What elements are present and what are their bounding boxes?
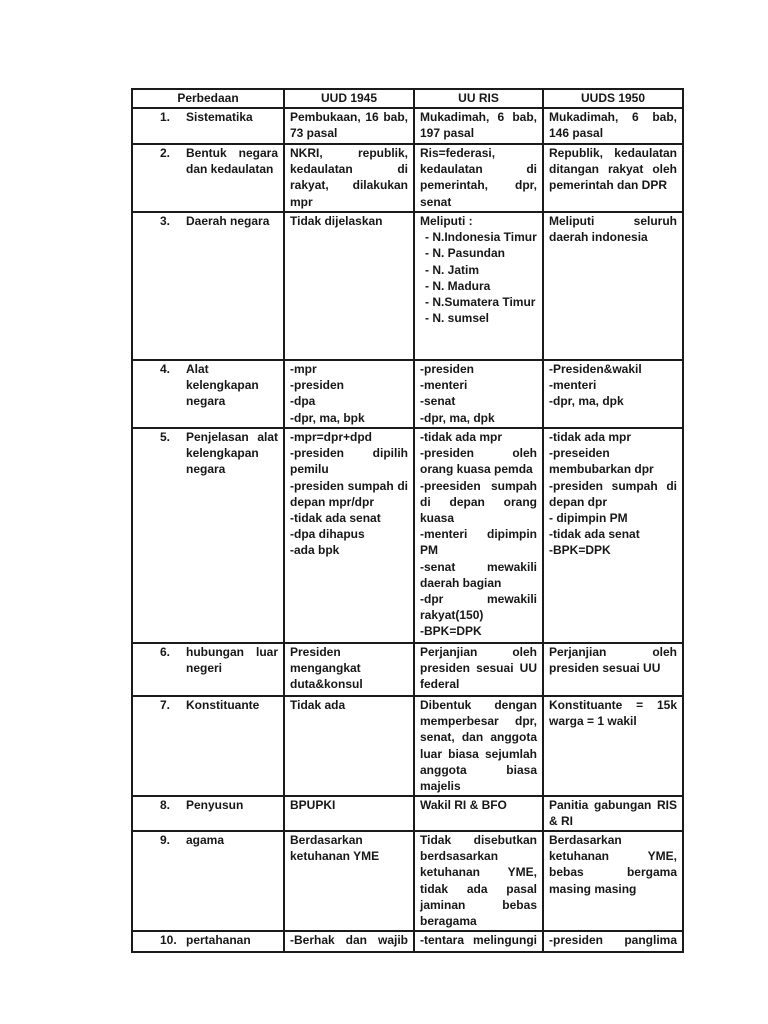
aspect-item — [138, 213, 278, 229]
aspect-label: Konstituante — [186, 698, 260, 712]
table-row — [132, 643, 683, 696]
table-row — [132, 796, 683, 831]
cell-line: -presiden sumpah di depan dpr — [549, 478, 677, 509]
cell-line: Tidak ada — [290, 698, 346, 712]
row-number: 8. — [160, 798, 171, 812]
cell-uud-1945 — [284, 360, 414, 428]
cell-line: - N. Madura — [425, 278, 491, 293]
cell-uu-ris — [414, 931, 543, 952]
cell-line: - dipimpin PM — [549, 511, 628, 526]
cell-aspect — [132, 108, 284, 144]
aspect-label: agama — [186, 833, 225, 847]
table-row — [132, 696, 683, 796]
aspect-label: hubungan luar negeri — [186, 645, 278, 676]
cell-line: -dpa — [290, 394, 316, 409]
row-number: 6. — [160, 645, 171, 659]
row-number: 4. — [160, 362, 171, 376]
cell-line: Wakil RI & BFO — [420, 798, 507, 812]
cell-uu-ris — [414, 643, 543, 696]
table-row — [132, 931, 683, 952]
cell-line: Perjanjian oleh presiden sesuai UU — [549, 645, 677, 676]
cell-uuds-1950 — [543, 643, 683, 696]
cell-line: -preseiden membubarkan dpr — [549, 446, 654, 477]
aspect-label: Penjelasan alat kelengkapan negara — [186, 430, 278, 477]
aspect-label: Sistematika — [186, 110, 253, 124]
row-number: 3. — [160, 214, 171, 228]
cell-line: -tentara melingungi — [420, 933, 537, 947]
cell-line: BPUPKI — [290, 798, 336, 812]
cell-line: -mpr=dpr+dpd — [290, 430, 373, 444]
column-header-uu-ris: UU RIS — [414, 89, 543, 108]
cell-line: -BPK=DPK — [549, 543, 611, 558]
cell-uu-ris — [414, 108, 543, 144]
cell-uuds-1950 — [543, 796, 683, 831]
cell-line: -tidak ada senat — [290, 511, 381, 526]
cell-uu-ris — [414, 212, 543, 360]
aspect-item — [138, 109, 278, 125]
cell-line: -menteri — [549, 378, 597, 393]
cell-line: -senat — [420, 394, 456, 409]
aspect-label: Penyusun — [186, 798, 244, 812]
cell-line: Meliputi : — [420, 214, 473, 228]
cell-line: - N. sumsel — [425, 311, 490, 326]
row-number: 10. — [160, 933, 177, 947]
cell-line: Konstituante = 15k warga = 1 wakil — [549, 698, 677, 729]
cell-aspect — [132, 831, 284, 931]
aspect-item — [138, 932, 278, 948]
cell-aspect — [132, 931, 284, 952]
cell-line: -Berhak dan wajib — [290, 933, 408, 947]
table-body — [132, 108, 683, 952]
cell-uud-1945 — [284, 643, 414, 696]
aspect-item — [138, 145, 278, 177]
cell-line: -menteri — [420, 378, 468, 393]
cell-line: Mukadimah, 6 bab, 197 pasal — [420, 110, 537, 141]
cell-line: -senat mewakili daerah bagian — [420, 559, 537, 590]
aspect-label: Bentuk negara dan kedaulatan — [186, 146, 278, 177]
row-number: 9. — [160, 833, 171, 847]
cell-uu-ris — [414, 696, 543, 796]
cell-line: Panitia gabungan RIS & RI — [549, 798, 677, 829]
cell-line: NKRI, republik, kedaulatan di rakyat, dilakukan mpr — [290, 146, 408, 209]
aspect-item — [138, 832, 278, 848]
cell-line: -presiden panglima — [549, 933, 677, 947]
cell-line: -presiden dipilih pemilu — [290, 446, 408, 477]
cell-line: -Presiden&wakil — [549, 362, 642, 376]
cell-uuds-1950 — [543, 931, 683, 952]
cell-line: Tidak dijelaskan — [290, 214, 383, 228]
cell-line: -BPK=DPK — [420, 624, 482, 639]
aspect-label: pertahanan — [186, 933, 251, 947]
table-row — [132, 212, 683, 360]
cell-uud-1945 — [284, 931, 414, 952]
cell-uuds-1950 — [543, 428, 683, 643]
cell-line: -dpr, ma, dpk — [420, 410, 495, 425]
table-header-row — [132, 89, 683, 108]
cell-uud-1945 — [284, 428, 414, 643]
cell-uud-1945 — [284, 696, 414, 796]
cell-line: -dpa dihapus — [290, 527, 365, 542]
cell-line: -tidak ada mpr — [420, 430, 503, 444]
cell-line: -dpr mewakili rakyat(150) — [420, 592, 537, 623]
table-row — [132, 428, 683, 643]
aspect-item — [138, 644, 278, 676]
column-header-uuds-1950: UUDS 1950 — [543, 89, 683, 108]
cell-line: Berdasarkan ketuhanan YME, bebas bergama masing masing — [549, 833, 677, 896]
aspect-item — [138, 361, 278, 410]
row-number: 7. — [160, 698, 171, 712]
cell-uuds-1950 — [543, 360, 683, 428]
cell-uud-1945 — [284, 212, 414, 360]
cell-line: Pembukaan, 16 bab, 73 pasal — [290, 110, 408, 141]
cell-uud-1945 — [284, 144, 414, 212]
cell-uu-ris — [414, 144, 543, 212]
cell-line: Presiden mengangkat duta&konsul — [290, 645, 363, 692]
cell-line: -presiden sumpah di depan mpr/dpr — [290, 478, 408, 509]
row-number: 2. — [160, 146, 171, 160]
cell-line: - N.Sumatera Timur — [425, 295, 536, 310]
cell-line: -menteri dipimpin PM — [420, 527, 537, 558]
cell-aspect — [132, 643, 284, 696]
cell-uu-ris — [414, 428, 543, 643]
cell-aspect — [132, 696, 284, 796]
cell-line: Republik, kedaulatan ditangan rakyat oleh pemerintah dan DPR — [549, 146, 677, 193]
cell-line: -presiden — [420, 362, 475, 376]
comparison-table — [131, 88, 684, 953]
cell-line: - N. Jatim — [425, 262, 480, 277]
aspect-item — [138, 797, 278, 813]
cell-line: -dpr, ma, bpk — [290, 410, 365, 425]
cell-uuds-1950 — [543, 144, 683, 212]
cell-uuds-1950 — [543, 696, 683, 796]
cell-line: Perjanjian oleh presiden sesuai UU federal — [420, 645, 537, 692]
cell-uuds-1950 — [543, 831, 683, 931]
row-number: 5. — [160, 430, 171, 444]
cell-line: Meliputi seluruh daerah indonesia — [549, 214, 677, 245]
column-header-uud-1945: UUD 1945 — [284, 89, 414, 108]
aspect-label: Alat kelengkapan negara — [186, 362, 259, 409]
cell-aspect — [132, 360, 284, 428]
table-row — [132, 360, 683, 428]
cell-uuds-1950 — [543, 108, 683, 144]
cell-line: -ada bpk — [290, 543, 340, 558]
cell-line: - N. Pasundan — [425, 246, 506, 261]
cell-line: Berdasarkan ketuhanan YME — [290, 833, 380, 864]
cell-uud-1945 — [284, 831, 414, 931]
cell-uu-ris — [414, 796, 543, 831]
cell-line: Dibentuk dengan memperbesar dpr, senat, dan anggota luar biasa sejumlah anggota biasa majelis — [420, 698, 537, 794]
column-header-perbedaan: Perbedaan — [132, 89, 284, 108]
table-row — [132, 831, 683, 931]
row-number: 1. — [160, 110, 171, 124]
aspect-label: Daerah negara — [186, 214, 270, 228]
cell-line: -tidak ada mpr — [549, 430, 632, 444]
cell-line: -dpr, ma, dpk — [549, 394, 624, 409]
table-row — [132, 108, 683, 144]
cell-line: -presiden oleh orang kuasa pemda — [420, 446, 537, 477]
cell-line: -mpr — [290, 362, 317, 376]
cell-line: Mukadimah, 6 bab, 146 pasal — [549, 110, 677, 141]
cell-uud-1945 — [284, 108, 414, 144]
cell-uu-ris — [414, 831, 543, 931]
cell-aspect — [132, 796, 284, 831]
aspect-item — [138, 429, 278, 478]
cell-line: Ris=federasi, kedaulatan di pemerintah, dpr, senat — [420, 146, 537, 209]
cell-line: Tidak disebutkan berdsasarkan ketuhanan YME, tidak ada pasal jaminan bebas beragama — [420, 833, 537, 929]
cell-aspect — [132, 212, 284, 360]
cell-uu-ris — [414, 360, 543, 428]
cell-line: -presiden — [290, 378, 345, 393]
cell-line: - N.Indonesia Timur — [425, 230, 537, 245]
cell-uud-1945 — [284, 796, 414, 831]
cell-aspect — [132, 144, 284, 212]
aspect-item — [138, 697, 278, 713]
cell-line: -preesiden sumpah di depan orang kuasa — [420, 478, 537, 526]
table-row — [132, 144, 683, 212]
cell-uuds-1950 — [543, 212, 683, 360]
cell-aspect — [132, 428, 284, 643]
cell-line: -tidak ada senat — [549, 527, 640, 542]
